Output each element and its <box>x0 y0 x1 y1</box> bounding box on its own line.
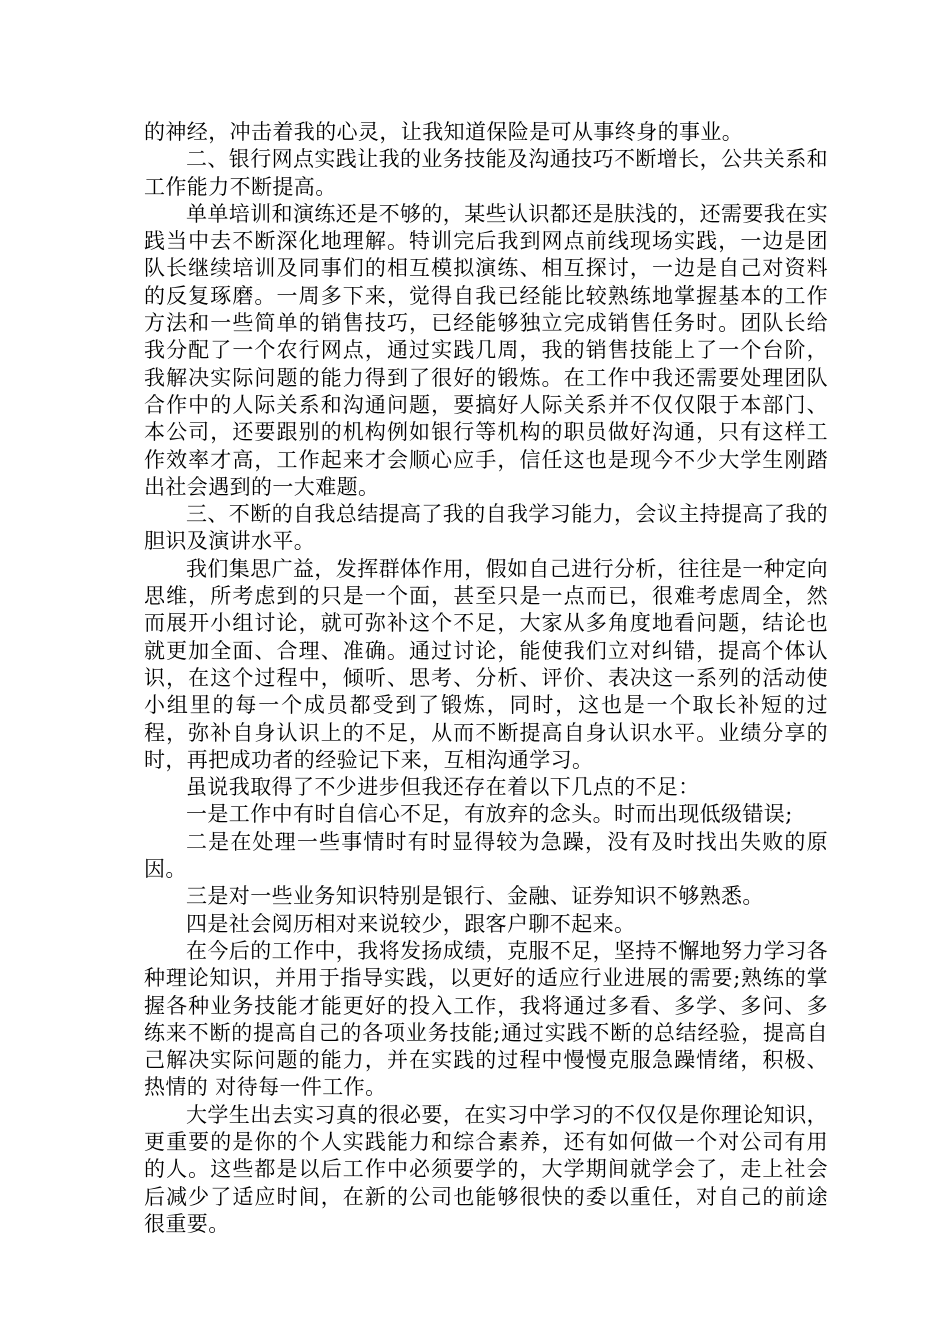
shortcoming-item-3: 三是对一些业务知识特别是银行、金融、证券知识不够熟悉。 <box>186 884 764 909</box>
paragraph-continuation: 的神经，冲击着我的心灵，让我知道保险是可从事终身的事业。 <box>144 120 744 144</box>
shortcoming-item-4: 四是社会阅历相对来说较少，跟客户聊不起来。 <box>186 911 636 936</box>
document-page <box>144 119 828 1238</box>
paragraph-shortcomings-intro: 虽说我取得了不少进步但我还存在着以下几点的不足： <box>186 775 700 800</box>
shortcoming-item-1: 一是工作中有时自信心不足，有放弃的念头。时而出现低级错误; <box>186 802 793 827</box>
section-heading-3: 三、不断的自我总结提高了我的自我学习能力，会议主持提高了我的胆识及演讲水平。 <box>144 502 828 554</box>
shortcoming-item-2: 二是在处理一些事情时有时显得较为急躁，没有及时找出失败的原因。 <box>144 829 828 882</box>
paragraph-future-plan: 在今后的工作中，我将发扬成绩，克服不足，坚持不懈地努力学习各种理论知识，并用于指导实践，以更好的适应行业进展的需要;熟练的掌握各种业务技能才能更好的投入工作，我将通过多看、多学、多问、多练来不断的提高自己的各项业务技能;通过实践不断的总结经验，提高自己解决实际问题的能力，并在实践的过程中慢慢克服急躁情绪，积极、热情的 对待每一件工作。 <box>144 938 828 1100</box>
paragraph-practice: 单单培训和演练还是不够的，某些认识都还是肤浅的，还需要我在实践当中去不断深化地理解。特训完后我到网点前线现场实践，一边是团队长继续培训及同事们的相互模拟演练、相互探讨，一边是自己对资料的反复琢磨。一周多下来，觉得自我已经能比较熟练地掌握基本的工作方法和一些简单的销售技巧，已经能够独立完成销售任务时。团队长给我分配了一个农行网点，通过实践几周，我的销售技能上了一个台阶，我解决实际问题的能力得到了很好的锻炼。在工作中我还需要处理团队合作中的人际关系和沟通问题，要搞好人际关系并不仅仅限于本部门、本公司，还要跟别的机构例如银行等机构的职员做好沟通，只有这样工作效率才高，工作起来才会顺心应手，信任这也是现今不少大学生刚踏出社会遇到的一大难题。 <box>144 201 828 499</box>
paragraph-discussion: 我们集思广益，发挥群体作用，假如自己进行分析，往往是一种定向思维，所考虑到的只是一个面，甚至只是一点而已，很难考虑周全，然而展开小组讨论，就可弥补这个不足，大家从多角度地看问题，结论也就更加全面、合理、准确。通过讨论，能使我们立对纠错，提高个体认识，在这个过程中，倾听、思考、分析、评价、表决这一系列的活动使小组里的每一个成员都受到了锻炼，同时，这也是一个取长补短的过程，弥补自身认识上的不足，从而不断提高自身认识水平。业绩分享的时，再把成功者的经验记下来，互相沟通学习。 <box>144 556 828 772</box>
section-heading-2: 二、银行网点实践让我的业务技能及沟通技巧不断增长，公共关系和工作能力不断提高。 <box>144 147 828 199</box>
paragraph-conclusion: 大学生出去实习真的很必要，在实习中学习的不仅仅是你理论知识，更重要的是你的个人实践能力和综合素养，还有如何做一个对公司有用的人。这些都是以后工作中必须要学的，大学期间就学会了，走上社会后减少了适应时间，在新的公司也能够很快的委以重任，对自己的前途很重要。 <box>144 1102 828 1236</box>
